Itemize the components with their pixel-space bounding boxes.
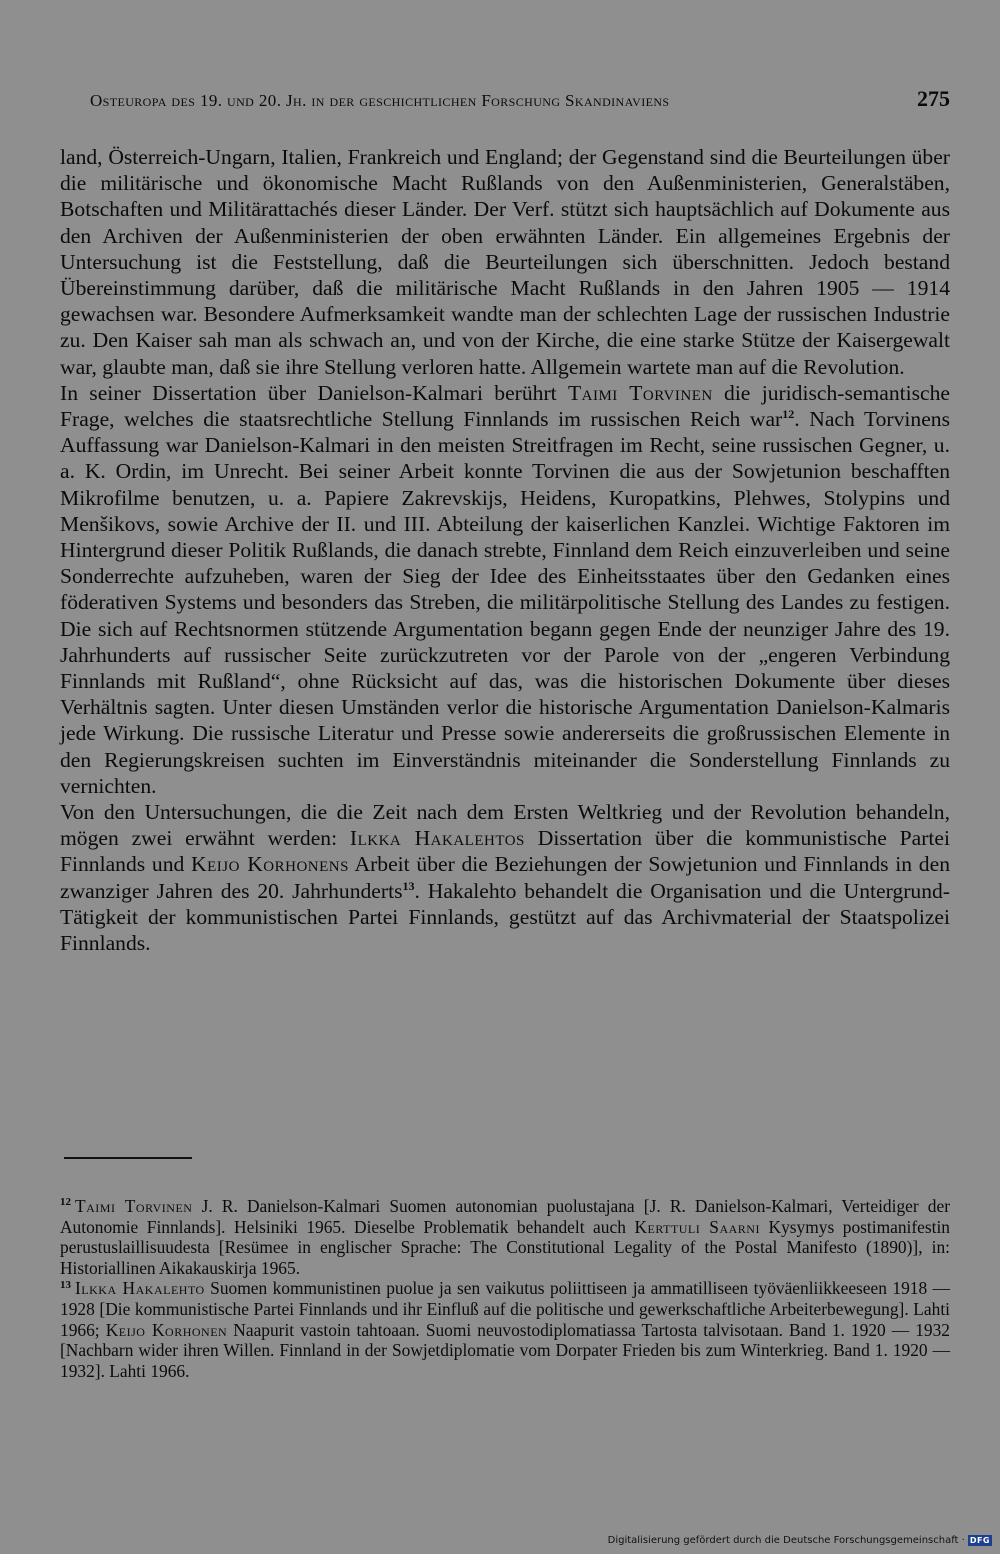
paragraph-2-text-c: . Nach Torvinens Auffassung war Danielson-Kalmari in den meisten Streitfragen im Recht, seine russischen Gegner, u. a. K. Ordin, im Unrecht. Bei seiner Arbeit konnte Torvinen die aus der Sowjetunion beschafften Mikrofilme benutzen, u. a. Papiere Zakrevskijs, Heidens, Kuropatkins, Plehwes, Stolypins und Menšikovs, sowie Archive der II. und III. Abteilung der kaiserlichen Kanzlei. Wichtige Faktoren im Hintergrund dieser Politik Rußlands, die danach strebte, Finnland dem Reich einzuverleiben und seine Sonderrechte aufzuheben, waren der Sieg der Idee des Einheitsstaates über den Gedanken eines föderativen Systems und besonders das Streben, die militärpolitische Stellung des Landes zu festigen. Die sich auf Rechtsnormen stützende Argumentation begann gegen Ende der neunziger Jahre des 19. Jahrhunderts auf russischer Seite zurückzutreten vor der Parole von der „engeren Verbindung Finnlands mit Rußland“, ohne Rücksicht auf das, was die historischen Dokumente über dieses Verhältnis sagten. Unter diesen Umständen verlor die historische Argumentation Danielson-Kalmaris jede Wirkung. Die russische Literatur und Presse sowie andererseits die großrussischen Elemente in den Regierungskreisen suchten im Einverständnis miteinander die Sonderstellung Finnlands zu vernichten.: [60, 407, 950, 798]
author-name-torvinen: Taimi Torvinen: [567, 380, 713, 405]
footnote-12-author-2: Kerttuli Saarni: [634, 1216, 760, 1237]
footnotes: [60, 1196, 950, 1381]
footnote-ref-13[interactable]: 13: [402, 878, 415, 893]
paragraph-3-text-c: Arbeit über die Beziehungen der Sowjetunion und Finnlands in den zwanziger Jahren des 20. Jahrhunderts: [60, 852, 950, 903]
digitization-credit-text: Digitalisierung gefördert durch die Deutsche Forschungsgemeinschaft ·: [607, 1535, 965, 1546]
author-name-korhonen: Keijo Korhonens: [191, 852, 349, 877]
footnote-divider: [64, 1157, 192, 1159]
paragraph-2: [60, 380, 950, 799]
footnote-12-author-1: Taimi Torvinen: [75, 1196, 193, 1216]
paragraph-3-text-a: Von den Untersuchungen, die die Zeit nach dem Ersten Weltkrieg und der Revolution behandeln, mögen zwei erwähnt werden:: [60, 800, 950, 851]
footnote-12-text-a: J. R. Danielson-Kalmari Suomen autonomian puolustajana [J. R. Danielson-Kalmari, Verteidiger der Autonomie Finnlands]. Helsiniki 1965. Dieselbe Problematik behandelt auch: [60, 1196, 950, 1237]
footnote-13-author-1: Ilkka Hakalehto: [75, 1278, 205, 1299]
footnote-13-author-2: Keijo Korhonen: [105, 1319, 228, 1340]
dfg-logo-icon: DFG: [969, 1536, 990, 1545]
paragraph-2-text-b: die juridisch-semantische Frage, welches die staatsrechtliche Stellung Finnlands im russischen Reich war: [60, 380, 950, 432]
paragraph-3-text-b: Dissertation über die kommunistische Partei Finnlands und: [60, 826, 950, 877]
footnote-12-text-b: Kysymys postimanifestin perustuslaillisuudesta [Resümee in englischer Sprache: The Constitutional Legality of the Postal Manifesto (1890)], in: Historiallinen Aikakauskirja 1965.: [60, 1216, 950, 1278]
footnote-13-text-b: Naapurit vastoin tahtoaan. Suomi neuvostodiplomatiassa Tartosta talvisotaan. Band 1. 1920 — 1932 [Nachbarn wider ihren Willen. Finnland in der Sowjetdiplomatie vom Dorpater Frieden bis zum Winterkrieg. Band 1. 1920 — 1932]. Lahti 1966.: [60, 1319, 951, 1381]
main-text: [60, 144, 950, 956]
footnote-12-mark: 12: [60, 1196, 71, 1209]
paragraph-1: land, Österreich-Ungarn, Italien, Frankreich und England; der Gegenstand sind die Beurteilungen über die militärische und ökonomische Macht Rußlands von den Außenministerien, Generalstäben, Botschaften und Militärattachés dieser Länder. Der Verf. stützt sich hauptsächlich auf Dokumente aus den Archiven der Außenministerien der oben erwähnten Länder. Ein allgemeines Ergebnis der Untersuchung ist die Feststellung, daß die Beurteilungen sich überschnitten. Jedoch bestand Übereinstimmung darüber, daß die militärische Macht Rußlands in den Jahren 1905 — 1914 gewachsen war. Besondere Aufmerksamkeit wandte man der schlechten Lage der russischen Industrie zu. Den Kaiser sah man als schwach an, und von der Kirche, die eine starke Stütze der Kaisergewalt war, glaubte man, daß sie ihre Stellung verloren hatte. Allgemein wartete man auf die Revolution.: [60, 145, 950, 379]
footnote-12: [60, 1196, 950, 1278]
running-header: [90, 86, 950, 112]
footnote-13-mark: 13: [60, 1278, 71, 1291]
footnote-13-text-a: Suomen kommunistinen puolue ja sen vaikutus poliittiseen ja ammatilliseen työväenliikkeeseen 1918 — 1928 [Die kommunistische Partei Finnlands und ihr Einfluß auf die politische und gewerkschaftliche Arbeiterbewegung]. Lahti 1966;: [60, 1278, 950, 1340]
footnote-13: [60, 1278, 950, 1381]
footnote-ref-12[interactable]: 12: [782, 406, 795, 421]
digitization-credit: [608, 1535, 992, 1546]
paragraph-2-text-a: In seiner Dissertation über Danielson-Kalmari berührt: [60, 380, 557, 405]
page-number: 275: [917, 86, 950, 111]
paragraph-3-text-d: . Hakalehto behandelt die Organisation und die Untergrund-Tätigkeit der kommunistischen Partei Finnlands, gestützt auf das Archivmaterial der Staatspolizei Finnlands.: [60, 878, 950, 956]
paragraph-3: [60, 799, 950, 956]
author-name-hakalehto: Ilkka Hakalehtos: [349, 826, 525, 851]
running-title: Osteuropa des 19. und 20. Jh. in der geschichtlichen Forschung Skandinaviens: [90, 91, 670, 110]
